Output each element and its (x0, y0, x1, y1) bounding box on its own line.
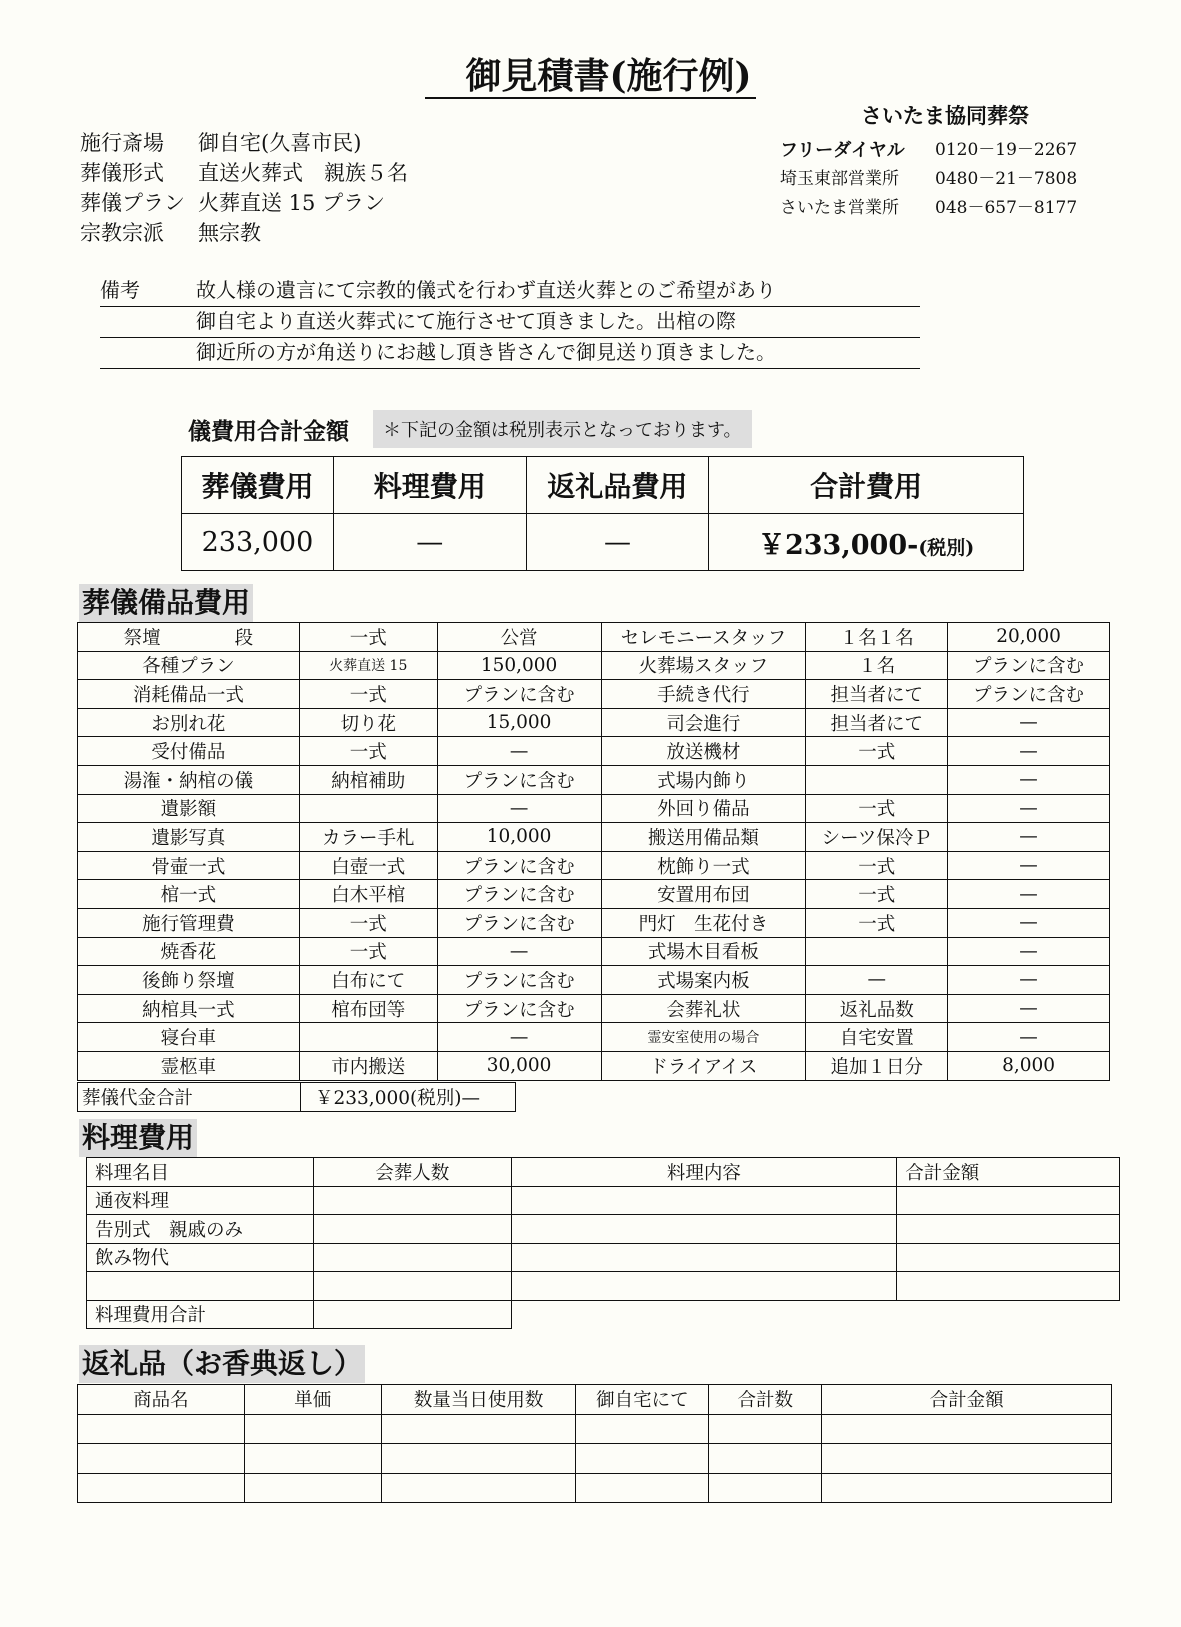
info-row (80, 218, 408, 248)
funeral-item-row (78, 823, 1110, 852)
food-item: 通夜料理 (87, 1186, 314, 1215)
funeral-item-cell: お別れ花 (78, 708, 300, 737)
food-table (86, 1157, 1120, 1329)
returns-header: 数量当日使用数 (381, 1385, 576, 1415)
funeral-item-cell: 祭壇 段 (78, 623, 300, 652)
remarks-line (100, 276, 920, 307)
funeral-item-cell: プランに含む (437, 966, 601, 995)
info-value: 直送火葬式 親族５名 (198, 161, 408, 185)
funeral-item-cell: 遺影額 (78, 794, 300, 823)
contact-number: 048－657－8177 (935, 198, 1078, 218)
funeral-item-cell: 搬送用備品類 (601, 823, 806, 852)
returns-header: 合計金額 (822, 1385, 1112, 1415)
funeral-item-row (78, 765, 1110, 794)
funeral-item-cell: 棺一式 (78, 880, 300, 909)
contact-row (780, 136, 1110, 165)
funeral-item-cell: 寝台車 (78, 1023, 300, 1052)
summary-header: 返礼品費用 (526, 457, 709, 514)
food-total-row (87, 1300, 1120, 1329)
returns-header: 単価 (244, 1385, 381, 1415)
funeral-item-cell: １名 (806, 651, 948, 680)
funeral-item-cell: 一式 (806, 880, 948, 909)
funeral-item-cell: 15,000 (437, 708, 601, 737)
funeral-item-cell: 追加１日分 (806, 1051, 948, 1080)
summary-total (709, 514, 1024, 571)
remarks-text: 御自宅より直送火葬式にて施行させて頂きました。出棺の際 (196, 309, 736, 333)
remarks-label: 備考 (100, 278, 140, 302)
funeral-item-cell: 会葬礼状 (601, 994, 806, 1023)
remarks-line (100, 307, 920, 338)
funeral-item-cell: 白壺一式 (299, 851, 437, 880)
funeral-item-cell: 一式 (299, 737, 437, 766)
funeral-item-row (78, 1051, 1110, 1080)
funeral-item-cell (806, 765, 948, 794)
food-row (87, 1215, 1120, 1244)
summary-heading (188, 410, 752, 448)
tax-note: ＊下記の金額は税別表示となっております。 (373, 410, 752, 448)
funeral-item-cell: 返礼品数 (806, 994, 948, 1023)
remarks (100, 276, 920, 369)
funeral-total-row (78, 1083, 516, 1112)
funeral-item-cell: 8,000 (948, 1051, 1110, 1080)
summary-tax-label: (税別) (918, 536, 975, 559)
funeral-item-cell: — (948, 765, 1110, 794)
funeral-item-cell: 湯潅・納棺の儀 (78, 765, 300, 794)
info-row (80, 158, 408, 188)
food-header: 料理名目 (87, 1158, 314, 1187)
returns-header: 御自宅にて (576, 1385, 709, 1415)
funeral-item-row (78, 680, 1110, 709)
funeral-item-cell: 式場案内板 (601, 966, 806, 995)
info-row (80, 188, 408, 218)
funeral-item-cell: プランに含む (437, 765, 601, 794)
returns-header: 商品名 (78, 1385, 245, 1415)
funeral-item-cell: — (948, 880, 1110, 909)
food-header-row (87, 1158, 1120, 1187)
funeral-item-cell: 放送機材 (601, 737, 806, 766)
funeral-item-cell: 焼香花 (78, 937, 300, 966)
funeral-item-cell: 白木平棺 (299, 880, 437, 909)
returns-table (77, 1384, 1112, 1503)
funeral-item-cell: 納棺補助 (299, 765, 437, 794)
funeral-item-cell: 司会進行 (601, 708, 806, 737)
funeral-item-cell: 切り花 (299, 708, 437, 737)
contact-label: 埼玉東部営業所 (780, 169, 899, 189)
food-row (87, 1186, 1120, 1215)
summary-value: — (526, 514, 709, 571)
company-name: さいたま協同葬祭 (861, 103, 1029, 128)
funeral-item-cell: 霊柩車 (78, 1051, 300, 1080)
contact-label: さいたま営業所 (780, 198, 899, 218)
food-item: 飲み物代 (87, 1243, 314, 1272)
funeral-item-cell: 式場木目看板 (601, 937, 806, 966)
funeral-item-cell: 市内搬送 (299, 1051, 437, 1080)
funeral-item-cell: 一式 (806, 794, 948, 823)
funeral-item-cell: — (948, 737, 1110, 766)
funeral-item-cell (299, 794, 437, 823)
summary-title: 儀費用合計金額 (188, 417, 349, 445)
contact-number: 0480－21－7808 (935, 169, 1078, 189)
funeral-total-label: 葬儀代金合計 (78, 1083, 301, 1112)
returns-row (78, 1414, 1112, 1444)
funeral-items-table (77, 622, 1110, 1081)
funeral-item-cell: カラー手札 (299, 823, 437, 852)
funeral-item-cell: 火葬場スタッフ (601, 651, 806, 680)
funeral-item-cell: 30,000 (437, 1051, 601, 1080)
funeral-item-cell: 納棺具一式 (78, 994, 300, 1023)
funeral-item-cell: 消耗備品一式 (78, 680, 300, 709)
funeral-item-cell: 一式 (299, 937, 437, 966)
funeral-item-cell: — (948, 794, 1110, 823)
funeral-item-row (78, 937, 1110, 966)
funeral-item-cell: 棺布団等 (299, 994, 437, 1023)
ceremony-info (80, 128, 408, 248)
section-title-food: 料理費用 (79, 1119, 197, 1157)
funeral-item-cell: 外回り備品 (601, 794, 806, 823)
funeral-item-cell: プランに含む (437, 851, 601, 880)
food-header: 合計金額 (897, 1158, 1120, 1187)
funeral-item-row (78, 851, 1110, 880)
funeral-item-cell: 担当者にて (806, 680, 948, 709)
summary-value: 233,000 (182, 514, 334, 571)
funeral-item-cell: — (437, 1023, 601, 1052)
funeral-item-cell: 枕飾り一式 (601, 851, 806, 880)
info-row (80, 128, 408, 158)
funeral-item-cell: — (948, 937, 1110, 966)
contact-number: 0120－19－2267 (935, 140, 1078, 160)
funeral-item-cell: 後飾り祭壇 (78, 966, 300, 995)
funeral-item-cell: — (437, 937, 601, 966)
info-key: 葬儀プラン (80, 191, 185, 215)
funeral-item-cell: 骨壷一式 (78, 851, 300, 880)
funeral-item-row (78, 794, 1110, 823)
funeral-item-cell: — (948, 966, 1110, 995)
funeral-item-cell: プランに含む (437, 680, 601, 709)
funeral-item-cell: 霊安室使用の場合 (601, 1023, 806, 1052)
funeral-item-cell: プランに含む (437, 994, 601, 1023)
funeral-item-cell: 火葬直送 15 (299, 651, 437, 680)
funeral-item-row (78, 708, 1110, 737)
info-value: 火葬直送 15 プラン (198, 191, 386, 215)
funeral-item-cell: プランに含む (437, 908, 601, 937)
info-value: 御自宅(久喜市民) (198, 131, 362, 155)
funeral-item-row (78, 994, 1110, 1023)
funeral-item-cell: — (437, 794, 601, 823)
funeral-total-table (77, 1082, 516, 1112)
food-header: 料理内容 (511, 1158, 897, 1187)
remarks-text: 故人様の遺言にて宗教的儀式を行わず直送火葬とのご希望があり (196, 278, 776, 302)
funeral-item-cell: 施行管理費 (78, 908, 300, 937)
info-key: 宗教宗派 (80, 221, 164, 245)
summary-header: 合計費用 (709, 457, 1024, 514)
section-title-funeral-items: 葬儀備品費用 (79, 584, 253, 622)
funeral-item-cell: 白布にて (299, 966, 437, 995)
funeral-item-cell: プランに含む (948, 651, 1110, 680)
funeral-item-cell: 門灯 生花付き (601, 908, 806, 937)
funeral-item-cell: 式場内飾り (601, 765, 806, 794)
funeral-item-cell: — (948, 994, 1110, 1023)
funeral-item-row (78, 1023, 1110, 1052)
food-item (87, 1272, 314, 1301)
funeral-item-row (78, 737, 1110, 766)
summary-value: — (333, 514, 526, 571)
food-total-label: 料理費用合計 (87, 1300, 314, 1329)
food-row (87, 1243, 1120, 1272)
funeral-item-cell: 各種プラン (78, 651, 300, 680)
funeral-item-cell: 一式 (299, 623, 437, 652)
funeral-item-cell: 150,000 (437, 651, 601, 680)
funeral-item-row (78, 908, 1110, 937)
funeral-item-cell: — (948, 1023, 1110, 1052)
funeral-item-cell: 10,000 (437, 823, 601, 852)
funeral-item-cell: 公営 (437, 623, 601, 652)
returns-row (78, 1444, 1112, 1474)
funeral-item-cell: 一式 (299, 908, 437, 937)
funeral-item-cell: セレモニースタッフ (601, 623, 806, 652)
food-row (87, 1272, 1120, 1301)
funeral-item-cell: — (948, 823, 1110, 852)
funeral-item-cell (806, 937, 948, 966)
funeral-item-row (78, 880, 1110, 909)
info-key: 葬儀形式 (80, 161, 164, 185)
section-title-returns: 返礼品（お香典返し） (79, 1345, 365, 1383)
returns-row (78, 1473, 1112, 1503)
remarks-line (100, 338, 920, 369)
funeral-item-cell: — (437, 737, 601, 766)
funeral-item-cell: １名１名 (806, 623, 948, 652)
returns-header: 合計数 (709, 1385, 822, 1415)
funeral-item-cell: プランに含む (948, 680, 1110, 709)
funeral-item-cell: 担当者にて (806, 708, 948, 737)
contact-row (780, 165, 1110, 194)
funeral-item-cell: 自宅安置 (806, 1023, 948, 1052)
summary-header-row (182, 457, 1024, 514)
contact-label: フリーダイヤル (780, 140, 905, 161)
remarks-text: 御近所の方が角送りにお越し頂き皆さんで御見送り頂きました。 (196, 340, 776, 364)
funeral-item-cell: プランに含む (437, 880, 601, 909)
food-item: 告別式 親戚のみ (87, 1215, 314, 1244)
funeral-item-cell: 受付備品 (78, 737, 300, 766)
funeral-item-cell: 手続き代行 (601, 680, 806, 709)
funeral-total-value: ￥233,000(税別)— (301, 1083, 516, 1112)
summary-total-amount: ￥233,000- (757, 529, 919, 561)
info-value: 無宗教 (198, 221, 261, 245)
food-total-value (313, 1300, 511, 1329)
funeral-item-cell: 一式 (806, 737, 948, 766)
funeral-item-cell: 一式 (299, 680, 437, 709)
info-key: 施行斎場 (80, 131, 164, 155)
funeral-item-cell: 遺影写真 (78, 823, 300, 852)
summary-header: 料理費用 (333, 457, 526, 514)
summary-value-row (182, 514, 1024, 571)
funeral-item-row (78, 651, 1110, 680)
company-block (780, 100, 1110, 223)
page-title: 御見積書(施行例) (0, 48, 1181, 99)
funeral-item-cell: ドライアイス (601, 1051, 806, 1080)
funeral-item-cell: 一式 (806, 851, 948, 880)
funeral-item-cell (299, 1023, 437, 1052)
funeral-item-cell: 安置用布団 (601, 880, 806, 909)
contact-row (780, 194, 1110, 223)
summary-header: 葬儀費用 (182, 457, 334, 514)
returns-header-row (78, 1385, 1112, 1415)
funeral-item-cell: — (948, 851, 1110, 880)
funeral-item-cell: — (948, 708, 1110, 737)
summary-table (181, 456, 1024, 571)
funeral-item-cell: 一式 (806, 908, 948, 937)
food-header: 会葬人数 (313, 1158, 511, 1187)
funeral-item-row (78, 966, 1110, 995)
funeral-item-cell: — (948, 908, 1110, 937)
funeral-item-cell: — (806, 966, 948, 995)
funeral-item-row (78, 623, 1110, 652)
funeral-item-cell: 20,000 (948, 623, 1110, 652)
funeral-item-cell: シーツ保冷Ｐ (806, 823, 948, 852)
